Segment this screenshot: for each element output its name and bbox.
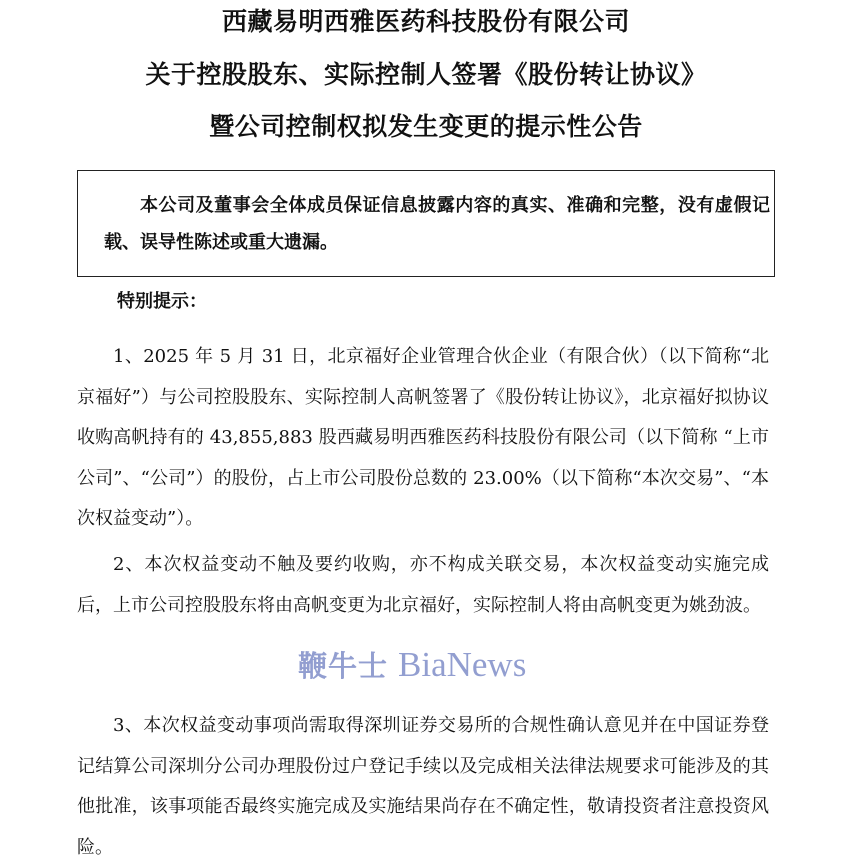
- title-line-2: 关于控股股东、实际控制人签署《股份转让协议》: [145, 60, 707, 89]
- disclosure-notice-box: [77, 170, 775, 277]
- title-line-3: 暨公司控制权拟发生变更的提示性公告: [209, 112, 643, 141]
- bianews-watermark: [298, 644, 526, 685]
- watermark-cn-text: 鞭牛士: [298, 649, 389, 683]
- special-notice-label: 特别提示：: [117, 291, 207, 312]
- notice-paragraph-3: 3、本次权益变动事项尚需取得深圳证券交易所的合规性确认意见并在中国证券登记结算公司深圳分公司办理股份过户登记手续以及完成相关法律法规要求可能涉及的其他批准，该事项能否最终实施完成及实施结果尚存在不确定性，敬请投资者注意投资风险。: [77, 715, 769, 858]
- notice-paragraph-2: 2、本次权益变动不触及要约收购，亦不构成关联交易，本次权益变动实施完成后，上市公司控股股东将由高帆变更为北京福好，实际控制人将由高帆变更为姚劲波。: [77, 554, 769, 616]
- disclosure-notice-text: 本公司及董事会全体成员保证信息披露内容的真实、准确和完整，没有虚假记载、误导性陈述或重大遗漏。: [104, 195, 770, 253]
- notice-paragraph-1: 1、2025 年 5 月 31 日，北京福好企业管理合伙企业（有限合伙）（以下简称“北京福好”）与公司控股股东、实际控制人高帆签署了《股份转让协议》，北京福好拟协议收购高帆持有的 43,855,883 股西藏易明西雅医药科技股份有限公司（以下简称 “上市公司”、“公司”）的股份，占上市公司股份总数的 23.00%（以下简称“本次交易”、“本次权益变动”）。: [77, 346, 769, 529]
- watermark-en-text: BiaNews: [398, 645, 527, 684]
- title-line-1: 西藏易明西雅医药科技股份有限公司: [221, 7, 630, 36]
